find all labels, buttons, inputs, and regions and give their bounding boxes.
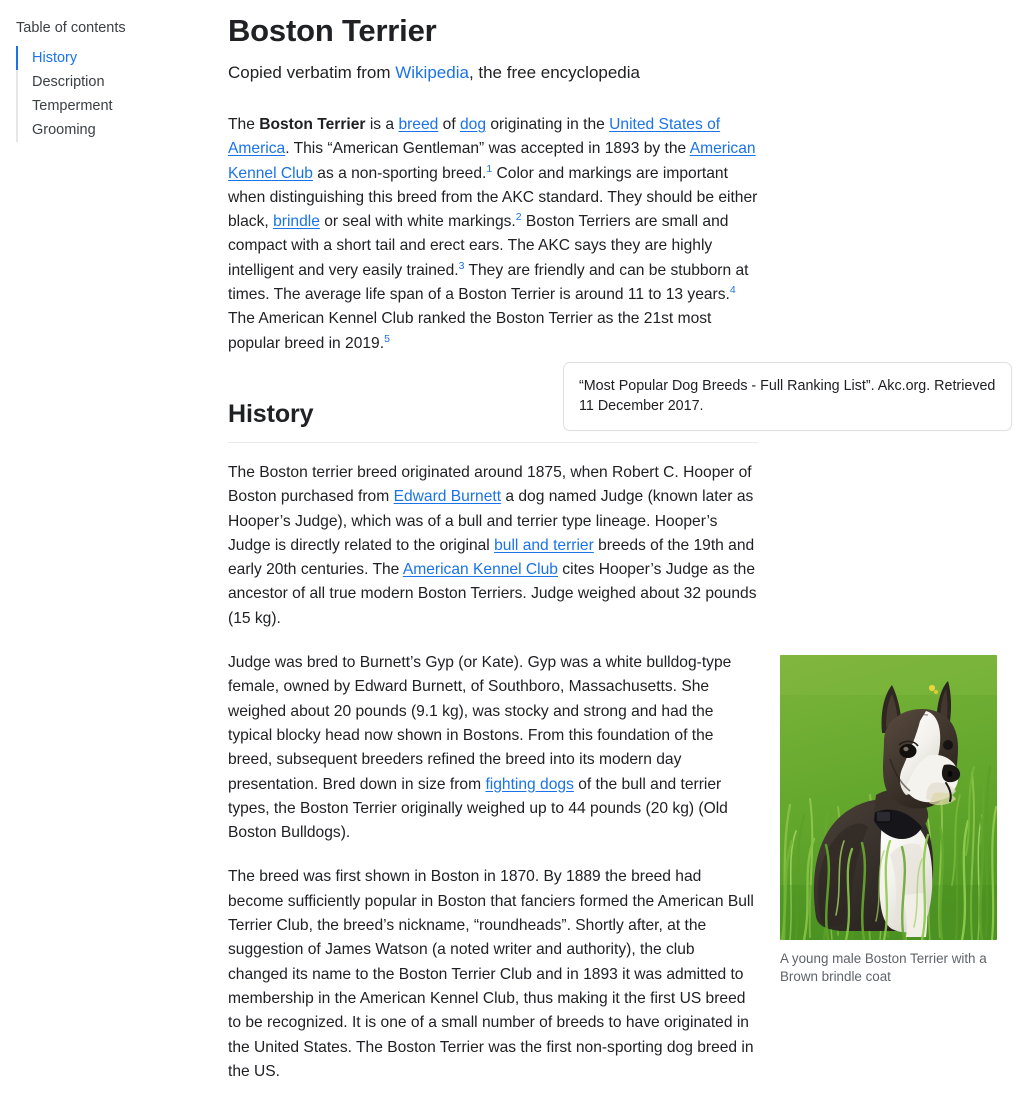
reference-1[interactable]: 1 bbox=[486, 162, 493, 175]
text-run: The Boston terrier breed originated around 1875, when Robert C. Hooper of Boston purchased from bbox=[228, 463, 752, 506]
text-run: They are friendly and can be stubborn at times. The average life span of a Boston Terrier is around 11 to 13 years. bbox=[228, 261, 749, 304]
figure-caption: A young male Boston Terrier with a Brown brindle coat bbox=[780, 951, 987, 984]
toc-title: Table of contents bbox=[16, 20, 126, 36]
sidebar-item-history[interactable] bbox=[16, 46, 212, 70]
boston-terrier-photo bbox=[780, 655, 997, 940]
brindle-link[interactable]: brindle bbox=[273, 213, 320, 231]
text-run: originating in the bbox=[486, 116, 610, 133]
text-run: breeds of the 19th and early 20th centuries. The bbox=[228, 536, 755, 579]
text-run: a dog named Judge (known later as Hooper’s Judge), which was of a bull and terrier type lineage. Hooper’s Judge is directly related to the original bbox=[228, 488, 754, 554]
reference-2[interactable]: 2 bbox=[515, 211, 522, 223]
text-run: Judge was bred to Burnett’s Gyp (or Kate). Gyp was a white bulldog-type female, owned by Edward Burnett, of Southboro, Massachusetts. She weighed about 20 pounds (9.1 kg), was stocky and strong and had the typical blocky head now shown in Bostons. From this foundation of the breed, subsequent breeders refined the breed into its modern day presentation. Bred down in size from bbox=[228, 654, 732, 793]
sidebar-item-description[interactable] bbox=[16, 70, 212, 94]
american-kennel-club-link[interactable]: American Kennel Club bbox=[228, 140, 756, 182]
table-of-contents bbox=[0, 18, 212, 142]
subtitle-text-before: Copied verbatim from bbox=[228, 63, 396, 82]
article-subtitle bbox=[228, 61, 758, 85]
toc-list bbox=[16, 46, 212, 142]
article-figure bbox=[780, 655, 997, 986]
wikipedia-link[interactable]: Wikipedia bbox=[395, 63, 469, 82]
dog-photo-illustration bbox=[780, 655, 997, 940]
citation-tooltip bbox=[563, 362, 1012, 431]
toc-item-label: Description bbox=[32, 74, 105, 90]
toc-item-label: Temperment bbox=[32, 98, 113, 114]
reference-4[interactable]: 4 bbox=[729, 283, 736, 296]
fighting-dogs-link[interactable]: fighting dogs bbox=[485, 775, 574, 793]
bull-and-terrier-link[interactable]: bull and terrier bbox=[494, 536, 594, 554]
sidebar-item-temperment[interactable] bbox=[16, 94, 212, 118]
dog-link[interactable]: dog bbox=[460, 116, 487, 133]
article-main bbox=[228, 0, 758, 1104]
text-run: is a bbox=[365, 116, 399, 133]
text-run: cites Hooper’s Judge as the ancestor of all true modern Boston Terriers. Judge weighed about 32 pounds (15 kg). bbox=[228, 561, 757, 627]
american-kennel-club-link-2[interactable]: American Kennel Club bbox=[402, 561, 558, 579]
lead-paragraph bbox=[228, 113, 758, 356]
section-heading-history: History bbox=[228, 399, 314, 428]
history-paragraph-3: The breed was first shown in Boston in 1870. By 1889 the breed had become sufficiently popular in Boston that fanciers formed the American Bull Terrier Club, the breed’s nickname, “roundheads”. Shortly after, at the suggestion of James Watson (a noted writer and authority), the club changed its name to the Boston Terrier Club and in 1893 it was admitted to membership in the American Kennel Club, thus making it the first US breed to be recognized. It is one of a small number of breeds to have originated in the United States. The Boston Terrier was the first non-sporting dog breed in the US. bbox=[228, 868, 754, 1080]
text-run: The bbox=[228, 116, 260, 133]
toc-item-label: Grooming bbox=[32, 122, 96, 138]
toc-item-label: History bbox=[32, 50, 78, 66]
page-title: Boston Terrier bbox=[228, 13, 437, 48]
sidebar-item-grooming[interactable] bbox=[16, 118, 212, 142]
section-divider bbox=[228, 442, 758, 443]
text-run: . This “American Gentleman” was accepted in 1893 by the bbox=[285, 140, 690, 158]
united-states-of-america-link[interactable]: United States of America bbox=[228, 116, 721, 158]
reference-3[interactable]: 3 bbox=[458, 259, 465, 272]
breed-link[interactable]: breed bbox=[398, 116, 439, 133]
text-run: or seal with white markings. bbox=[319, 213, 516, 231]
breed-name-bold: Boston Terrier bbox=[259, 116, 366, 133]
subtitle-text-after: , the free encyclopedia bbox=[468, 63, 640, 82]
text-run: of bbox=[438, 116, 460, 133]
text-run: Boston Terriers are small and compact with a short tail and erect ears. The AKC says they are highly intelligent and very easily trained. bbox=[228, 213, 729, 279]
text-run: Color and markings are important when distinguishing this breed from the AKC standard. They should be either black, bbox=[228, 164, 758, 231]
edward-burnett-link[interactable]: Edward Burnett bbox=[393, 488, 502, 506]
history-paragraph-1 bbox=[228, 461, 758, 631]
history-section bbox=[228, 398, 758, 1084]
citation-tooltip-text: “Most Popular Dog Breeds - Full Ranking List”. Akc.org. Retrieved 11 December 2017. bbox=[579, 378, 996, 414]
text-run: as a non-sporting breed. bbox=[312, 164, 487, 182]
reference-5[interactable]: 5 bbox=[384, 332, 390, 345]
history-paragraph-2 bbox=[228, 651, 758, 845]
text-run: The American Kennel Club ranked the Boston Terrier as the 21st most popular breed in 2019. bbox=[228, 310, 712, 352]
text-run: of the bull and terrier types, the Boston Terrier originally weighed up to 44 pounds (20 kg) (Old Boston Bulldogs). bbox=[228, 775, 728, 842]
